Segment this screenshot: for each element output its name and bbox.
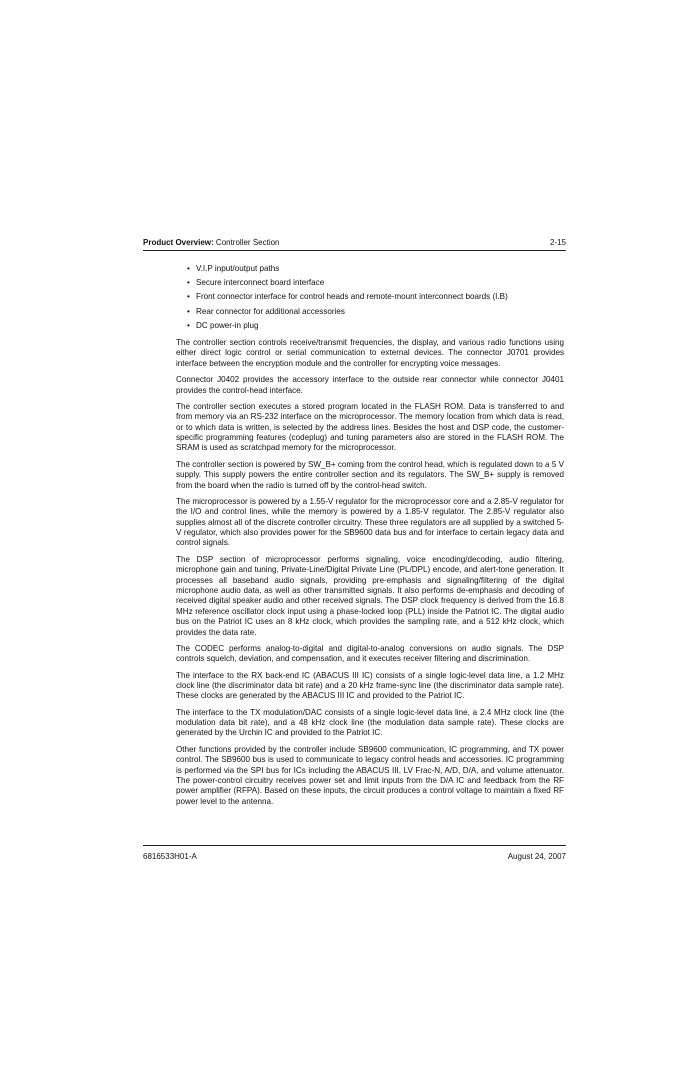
- paragraph: Connector J0402 provides the accessory interface to the outside rear connector while connector J0401 provides the control-head interface.: [176, 375, 564, 395]
- page-number: 2-15: [549, 238, 566, 247]
- header-section-title: Controller Section: [213, 238, 280, 247]
- paragraph: The interface to the TX modulation/DAC consists of a single logic-level data line, a 2.4 MHz clock line (the modulation data bit rate), and a 48 kHz clock line (the modulation data sample rate). These clocks are generated by the Urchin IC and provided to the Patriot IC.: [176, 707, 564, 738]
- header-rule: [143, 250, 566, 251]
- paragraph: The controller section controls receive/transmit frequencies, the display, and various radio functions using either direct logic control or serial communication to external devices. The connector J0701 provides interface between the encryption module and the controller for encrypting voice messages.: [176, 338, 564, 368]
- bullet-list: [176, 262, 564, 333]
- paragraph: The CODEC performs analog-to-digital and digital-to-analog conversions on audio signals. The DSP controls squelch, deviation, and compensation, and it executes receiver filtering and discrimination.: [176, 643, 564, 664]
- document-number: 6816533H01-A: [143, 852, 197, 861]
- list-item: • V.I.P input/output paths: [176, 262, 564, 276]
- paragraph: The interface to the RX back-end IC (ABACUS III IC) consists of a single logic-level data line, a 1.2 MHz clock line (the discriminator data bit rate) and a 20 kHz frame-sync line (the discriminator data sample rate). These clocks are generated by the ABACUS III IC and provided to the Patriot IC.: [176, 670, 564, 701]
- publication-date: August 24, 2007: [507, 852, 566, 861]
- list-item: • Secure interconnect board interface: [176, 276, 564, 290]
- list-item: • Rear connector for additional accessories: [176, 305, 564, 319]
- list-item: • Front connector interface for control heads and remote-mount interconnect boards (I.B): [176, 290, 564, 304]
- header-section-bold: Product Overview:: [143, 238, 214, 247]
- paragraph: The microprocessor is powered by a 1.55-V regulator for the microprocessor core and a 2.85-V regulator for the I/O and control lines, while the memory is powered by a 1.85-V regulator. The 2.85-V regulator also supplies almost all of the discrete controller circuitry. These three regulators are all supplied by a switched 5-V regulator, which also provides power for the SB9600 data bus and for interface to certain legacy data and control signals.: [176, 496, 564, 548]
- page-body: [176, 262, 564, 813]
- footer-rule: [143, 845, 566, 846]
- paragraph: Other functions provided by the controller include SB9600 communication, IC programming, and TX power control. The SB9600 bus is used to communicate to legacy control heads and accessories. IC programming is performed via the SPI bus for ICs including the ABACUS III, LV Frac-N, A/D, D/A, and volume attenuator. The power-control circuitry receives power set and limit inputs from the D/A IC and feedback from the RF power amplifier (RFPA). Based on these inputs, the circuit produces a control voltage to maintain a fixed RF power level to the antenna.: [176, 744, 564, 806]
- paragraph: The DSP section of microprocessor performs signaling, voice encoding/decoding, audio filtering, microphone gain and tuning, Private-Line/Digital Private Line (PL/DPL) encode, and alert-tone generation. It processes all baseband audio signals, providing pre-emphasis and signaling/filtering of the digital microphone audio data, as well as other transmitted signals. It also performs de-emphasis and decoding of received digital speaker audio and other received signals. The DSP clock frequency is derived from the 16.8 MHz reference oscillator clock input using a phase-locked loop (PLL) inside the Patriot IC. The digital audio bus on the Patriot IC uses an 8 kHz clock, which provides the sampling rate, and a 512 kHz clock, which provides the data rate.: [176, 554, 564, 637]
- page-footer: [143, 851, 566, 862]
- page-header: [143, 237, 566, 248]
- paragraph: The controller section executes a stored program located in the FLASH ROM. Data is transferred to and from memory via an RS-232 interface on the microprocessor. The memory location from which data is read, or to which data is written, is selected by the address lines. Besides the host and DSP code, the customer-specific programming features (codeplug) and tuning parameters also are stored in the FLASH ROM. The SRAM is used as scratchpad memory for the microprocessor.: [176, 401, 564, 453]
- paragraph: The controller section is powered by SW_B+ coming from the control head, which is regulated down to a 5 V supply. This supply powers the entire controller section and its regulators. The SW_B+ supply is removed from the board when the radio is turned off by the control-head switch.: [176, 459, 564, 490]
- list-item: • DC power-in plug: [176, 319, 564, 333]
